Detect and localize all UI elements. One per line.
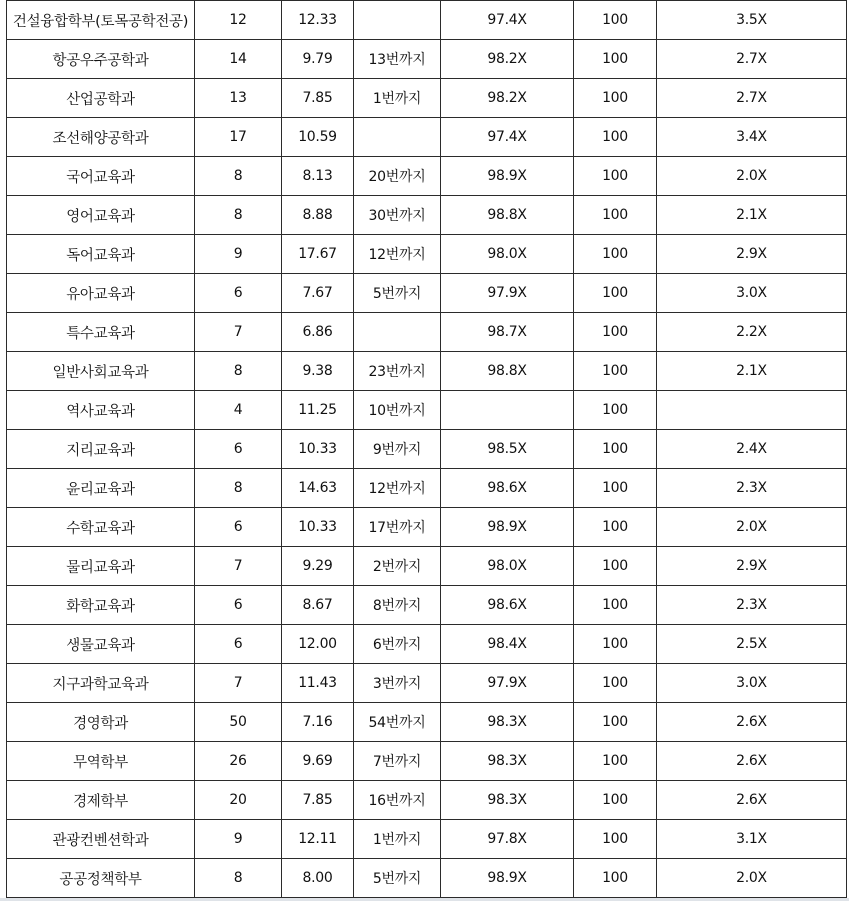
table-row bbox=[7, 469, 847, 508]
waitlist-cell bbox=[354, 1, 441, 40]
grade-cutoff-cell: 98.3X bbox=[441, 742, 574, 781]
grade-average-cell: 2.4X bbox=[657, 430, 847, 469]
grade-average-cell: 3.1X bbox=[657, 820, 847, 859]
grade-average-cell: 2.3X bbox=[657, 586, 847, 625]
grade-average-cell: 2.9X bbox=[657, 547, 847, 586]
table-row bbox=[7, 352, 847, 391]
waitlist-cell: 7번까지 bbox=[354, 742, 441, 781]
table-row bbox=[7, 235, 847, 274]
score-cell: 100 bbox=[574, 352, 657, 391]
department-cell: 지구과학교육과 bbox=[7, 664, 195, 703]
waitlist-cell: 5번까지 bbox=[354, 274, 441, 313]
competition-rate-cell: 9.38 bbox=[282, 352, 354, 391]
score-cell: 100 bbox=[574, 469, 657, 508]
department-cell: 독어교육과 bbox=[7, 235, 195, 274]
competition-rate-cell: 12.33 bbox=[282, 1, 354, 40]
grade-average-cell: 2.3X bbox=[657, 469, 847, 508]
score-cell: 100 bbox=[574, 40, 657, 79]
grade-average-cell: 2.6X bbox=[657, 781, 847, 820]
department-cell: 일반사회교육과 bbox=[7, 352, 195, 391]
quota-cell: 6 bbox=[195, 430, 282, 469]
waitlist-cell bbox=[354, 313, 441, 352]
score-cell: 100 bbox=[574, 859, 657, 898]
waitlist-cell bbox=[354, 118, 441, 157]
department-cell: 조선해양공학과 bbox=[7, 118, 195, 157]
table-row bbox=[7, 313, 847, 352]
quota-cell: 7 bbox=[195, 664, 282, 703]
grade-average-cell: 2.9X bbox=[657, 235, 847, 274]
waitlist-cell: 5번까지 bbox=[354, 859, 441, 898]
grade-cutoff-cell: 98.9X bbox=[441, 508, 574, 547]
score-cell: 100 bbox=[574, 664, 657, 703]
competition-rate-cell: 10.33 bbox=[282, 430, 354, 469]
competition-rate-cell: 11.25 bbox=[282, 391, 354, 430]
table-row bbox=[7, 40, 847, 79]
table-row bbox=[7, 586, 847, 625]
quota-cell: 6 bbox=[195, 625, 282, 664]
quota-cell: 13 bbox=[195, 79, 282, 118]
quota-cell: 9 bbox=[195, 820, 282, 859]
grade-cutoff-cell bbox=[441, 391, 574, 430]
grade-average-cell: 2.6X bbox=[657, 742, 847, 781]
department-cell: 지리교육과 bbox=[7, 430, 195, 469]
department-cell: 생물교육과 bbox=[7, 625, 195, 664]
score-cell: 100 bbox=[574, 820, 657, 859]
score-cell: 100 bbox=[574, 703, 657, 742]
quota-cell: 8 bbox=[195, 157, 282, 196]
department-cell: 화학교육과 bbox=[7, 586, 195, 625]
quota-cell: 8 bbox=[195, 469, 282, 508]
waitlist-cell: 20번까지 bbox=[354, 157, 441, 196]
table-row bbox=[7, 859, 847, 898]
grade-average-cell: 2.6X bbox=[657, 703, 847, 742]
quota-cell: 20 bbox=[195, 781, 282, 820]
grade-cutoff-cell: 98.9X bbox=[441, 859, 574, 898]
competition-rate-cell: 8.88 bbox=[282, 196, 354, 235]
grade-average-cell: 3.5X bbox=[657, 1, 847, 40]
competition-rate-cell: 9.79 bbox=[282, 40, 354, 79]
grade-average-cell: 2.0X bbox=[657, 859, 847, 898]
quota-cell: 12 bbox=[195, 1, 282, 40]
grade-average-cell bbox=[657, 391, 847, 430]
grade-average-cell: 2.1X bbox=[657, 352, 847, 391]
table-row bbox=[7, 664, 847, 703]
score-cell: 100 bbox=[574, 586, 657, 625]
waitlist-cell: 1번까지 bbox=[354, 79, 441, 118]
waitlist-cell: 12번까지 bbox=[354, 469, 441, 508]
score-cell: 100 bbox=[574, 742, 657, 781]
table-row bbox=[7, 157, 847, 196]
grade-average-cell: 2.7X bbox=[657, 40, 847, 79]
competition-rate-cell: 12.11 bbox=[282, 820, 354, 859]
department-cell: 산업공학과 bbox=[7, 79, 195, 118]
quota-cell: 8 bbox=[195, 196, 282, 235]
competition-rate-cell: 7.85 bbox=[282, 79, 354, 118]
competition-rate-cell: 17.67 bbox=[282, 235, 354, 274]
score-cell: 100 bbox=[574, 430, 657, 469]
grade-cutoff-cell: 97.9X bbox=[441, 274, 574, 313]
table-body bbox=[7, 0, 847, 898]
waitlist-cell: 13번까지 bbox=[354, 40, 441, 79]
waitlist-cell: 10번까지 bbox=[354, 391, 441, 430]
table-row bbox=[7, 79, 847, 118]
table-row bbox=[7, 391, 847, 430]
grade-average-cell: 2.2X bbox=[657, 313, 847, 352]
waitlist-cell: 9번까지 bbox=[354, 430, 441, 469]
table-row bbox=[7, 430, 847, 469]
competition-rate-cell: 7.85 bbox=[282, 781, 354, 820]
competition-rate-cell: 10.33 bbox=[282, 508, 354, 547]
table-row bbox=[7, 547, 847, 586]
score-cell: 100 bbox=[574, 118, 657, 157]
waitlist-cell: 30번까지 bbox=[354, 196, 441, 235]
table-row bbox=[7, 118, 847, 157]
grade-average-cell: 2.1X bbox=[657, 196, 847, 235]
competition-rate-cell: 9.29 bbox=[282, 547, 354, 586]
department-cell: 물리교육과 bbox=[7, 547, 195, 586]
grade-cutoff-cell: 97.4X bbox=[441, 1, 574, 40]
quota-cell: 6 bbox=[195, 274, 282, 313]
table-row bbox=[7, 742, 847, 781]
department-cell: 공공정책학부 bbox=[7, 859, 195, 898]
score-cell: 100 bbox=[574, 391, 657, 430]
score-cell: 100 bbox=[574, 508, 657, 547]
score-cell: 100 bbox=[574, 79, 657, 118]
score-cell: 100 bbox=[574, 157, 657, 196]
department-cell: 경제학부 bbox=[7, 781, 195, 820]
grade-cutoff-cell: 98.8X bbox=[441, 196, 574, 235]
grade-average-cell: 2.0X bbox=[657, 157, 847, 196]
department-cell: 영어교육과 bbox=[7, 196, 195, 235]
department-cell: 항공우주공학과 bbox=[7, 40, 195, 79]
competition-rate-cell: 6.86 bbox=[282, 313, 354, 352]
department-cell: 건설융합학부(토목공학전공) bbox=[7, 1, 195, 40]
grade-cutoff-cell: 98.3X bbox=[441, 781, 574, 820]
waitlist-cell: 1번까지 bbox=[354, 820, 441, 859]
department-cell: 국어교육과 bbox=[7, 157, 195, 196]
competition-rate-cell: 7.67 bbox=[282, 274, 354, 313]
grade-average-cell: 2.5X bbox=[657, 625, 847, 664]
department-cell: 윤리교육과 bbox=[7, 469, 195, 508]
quota-cell: 14 bbox=[195, 40, 282, 79]
waitlist-cell: 12번까지 bbox=[354, 235, 441, 274]
waitlist-cell: 23번까지 bbox=[354, 352, 441, 391]
waitlist-cell: 16번까지 bbox=[354, 781, 441, 820]
grade-average-cell: 3.4X bbox=[657, 118, 847, 157]
table-row bbox=[7, 625, 847, 664]
department-cell: 특수교육과 bbox=[7, 313, 195, 352]
competition-rate-cell: 8.13 bbox=[282, 157, 354, 196]
competition-rate-cell: 12.00 bbox=[282, 625, 354, 664]
table-row bbox=[7, 820, 847, 859]
table-row bbox=[7, 703, 847, 742]
table-row bbox=[7, 196, 847, 235]
quota-cell: 50 bbox=[195, 703, 282, 742]
grade-cutoff-cell: 98.6X bbox=[441, 469, 574, 508]
quota-cell: 6 bbox=[195, 586, 282, 625]
quota-cell: 26 bbox=[195, 742, 282, 781]
grade-cutoff-cell: 98.3X bbox=[441, 703, 574, 742]
waitlist-cell: 3번까지 bbox=[354, 664, 441, 703]
admissions-table bbox=[6, 0, 847, 898]
grade-cutoff-cell: 98.5X bbox=[441, 430, 574, 469]
department-cell: 경영학과 bbox=[7, 703, 195, 742]
grade-cutoff-cell: 97.9X bbox=[441, 664, 574, 703]
grade-cutoff-cell: 98.7X bbox=[441, 313, 574, 352]
department-cell: 수학교육과 bbox=[7, 508, 195, 547]
competition-rate-cell: 8.00 bbox=[282, 859, 354, 898]
grade-cutoff-cell: 98.6X bbox=[441, 586, 574, 625]
quota-cell: 6 bbox=[195, 508, 282, 547]
table-row bbox=[7, 508, 847, 547]
score-cell: 100 bbox=[574, 313, 657, 352]
waitlist-cell: 54번까지 bbox=[354, 703, 441, 742]
grade-cutoff-cell: 97.8X bbox=[441, 820, 574, 859]
grade-cutoff-cell: 98.2X bbox=[441, 40, 574, 79]
grade-cutoff-cell: 98.0X bbox=[441, 235, 574, 274]
table-row bbox=[7, 1, 847, 40]
quota-cell: 9 bbox=[195, 235, 282, 274]
department-cell: 무역학부 bbox=[7, 742, 195, 781]
quota-cell: 4 bbox=[195, 391, 282, 430]
score-cell: 100 bbox=[574, 235, 657, 274]
quota-cell: 8 bbox=[195, 859, 282, 898]
competition-rate-cell: 8.67 bbox=[282, 586, 354, 625]
score-cell: 100 bbox=[574, 274, 657, 313]
waitlist-cell: 17번까지 bbox=[354, 508, 441, 547]
grade-average-cell: 2.0X bbox=[657, 508, 847, 547]
waitlist-cell: 6번까지 bbox=[354, 625, 441, 664]
quota-cell: 7 bbox=[195, 547, 282, 586]
competition-rate-cell: 9.69 bbox=[282, 742, 354, 781]
waitlist-cell: 2번까지 bbox=[354, 547, 441, 586]
quota-cell: 7 bbox=[195, 313, 282, 352]
grade-cutoff-cell: 98.0X bbox=[441, 547, 574, 586]
table-row bbox=[7, 274, 847, 313]
department-cell: 역사교육과 bbox=[7, 391, 195, 430]
grade-cutoff-cell: 98.9X bbox=[441, 157, 574, 196]
table-row bbox=[7, 781, 847, 820]
department-cell: 유아교육과 bbox=[7, 274, 195, 313]
score-cell: 100 bbox=[574, 1, 657, 40]
score-cell: 100 bbox=[574, 781, 657, 820]
department-cell: 관광컨벤션학과 bbox=[7, 820, 195, 859]
grade-average-cell: 3.0X bbox=[657, 664, 847, 703]
grade-average-cell: 2.7X bbox=[657, 79, 847, 118]
score-cell: 100 bbox=[574, 196, 657, 235]
quota-cell: 8 bbox=[195, 352, 282, 391]
competition-rate-cell: 10.59 bbox=[282, 118, 354, 157]
competition-rate-cell: 14.63 bbox=[282, 469, 354, 508]
grade-cutoff-cell: 97.4X bbox=[441, 118, 574, 157]
grade-cutoff-cell: 98.4X bbox=[441, 625, 574, 664]
competition-rate-cell: 7.16 bbox=[282, 703, 354, 742]
score-cell: 100 bbox=[574, 625, 657, 664]
waitlist-cell: 8번까지 bbox=[354, 586, 441, 625]
quota-cell: 17 bbox=[195, 118, 282, 157]
competition-rate-cell: 11.43 bbox=[282, 664, 354, 703]
score-cell: 100 bbox=[574, 547, 657, 586]
grade-average-cell: 3.0X bbox=[657, 274, 847, 313]
grade-cutoff-cell: 98.8X bbox=[441, 352, 574, 391]
grade-cutoff-cell: 98.2X bbox=[441, 79, 574, 118]
